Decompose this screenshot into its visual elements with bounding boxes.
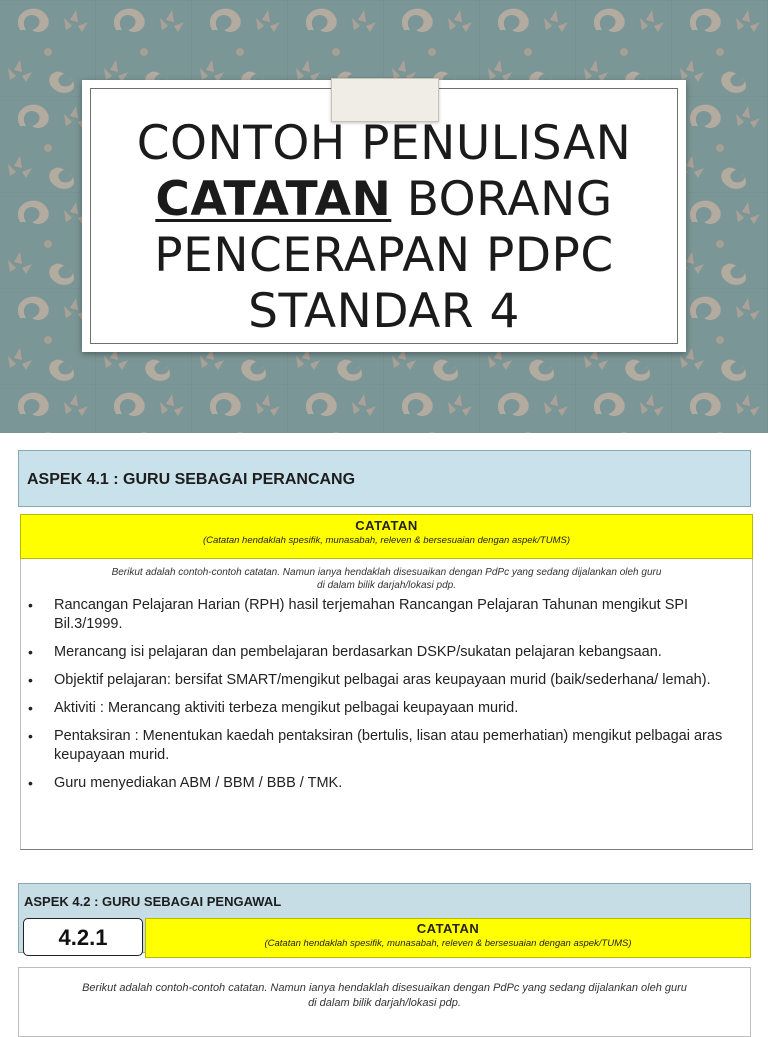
catatan-subtitle: (Catatan hendaklah spesifik, munasabah, releven & bersesuaian dengan aspek/TUMS) [264,938,632,949]
list-item: • Objektif pelajaran: bersifat SMART/mengikut pelbagai aras keupayaan murid (baik/sederhana/ lemah). [28,672,711,688]
title-line-4: STANDAR 4 [248,284,520,339]
intro-line-1: Berikut adalah contoh-contoh catatan. Namun ianya hendaklah disesuaikan dengan PdPc yang sedang dijalankan oleh guru [82,982,687,994]
intro-line-2: di dalam bilik darjah/lokasi pdp. [317,580,456,591]
title-line-2 [82,172,686,228]
list-item: • Aktiviti : Merancang aktiviti terbeza mengikut pelbagai keupayaan murid. [28,700,519,716]
list-item: • Rancangan Pelajaran Harian (RPH) hasil terjemahan Rancangan Pelajaran Tahunan mengikut SPI Bil.3/1999. [28,597,689,632]
catatan-header-4-1 [20,514,753,559]
title-card [82,80,686,352]
title-line-3: PENCERAPAN PDPC [154,228,614,283]
aspek-code-badge: 4.2.1 [23,918,143,956]
bullet-icon: • [28,644,33,660]
bullet-icon: • [28,700,33,716]
intro-line-2: di dalam bilik darjah/lokasi pdp. [308,997,461,1009]
bullet-icon: • [28,597,33,613]
bullet-icon: • [28,672,33,688]
list-item: • Merancang isi pelajaran dan pembelajaran berdasarkan DSKP/sukatan pelajaran kebangsaan. [28,644,662,660]
catatan-title: CATATAN [355,518,418,533]
catatan-header-4-2 [145,918,751,958]
catatan-content-4-1 [20,559,753,850]
bullet-icon: • [28,775,33,791]
aspek-4-2-heading: ASPEK 4.2 : GURU SEBAGAI PENGAWAL [18,883,751,953]
title-line-2-rest: BORANG [391,172,613,227]
intro-line-1: Berikut adalah contoh-contoh catatan. Namun ianya hendaklah disesuaikan dengan PdPc yang sedang dijalankan oleh guru [111,567,662,578]
aspek-4-1-heading: ASPEK 4.1 : GURU SEBAGAI PERANCANG [18,450,751,507]
cover-slide [0,0,768,433]
bullet-icon: • [28,728,33,744]
list-item: • Pentaksiran : Menentukan kaedah pentaksiran (bertulis, lisan atau pemerhatian) mengikut pelbagai aras keupayaan murid. [28,728,723,763]
catatan-content-4-2 [18,967,751,1037]
catatan-title: CATATAN [416,921,480,936]
intro-text [21,566,752,592]
list-item: • Guru menyediakan ABM / BBM / BBB / TMK. [28,775,343,791]
intro-text [19,981,750,1011]
catatan-subtitle: (Catatan hendaklah spesifik, munasabah, releven & bersesuaian dengan aspek/TUMS) [202,535,571,546]
catatan-list [21,596,752,793]
title-line-1: CONTOH PENULISAN [136,116,632,171]
title-emphasis: CATATAN [155,172,392,227]
page-title [82,116,686,340]
